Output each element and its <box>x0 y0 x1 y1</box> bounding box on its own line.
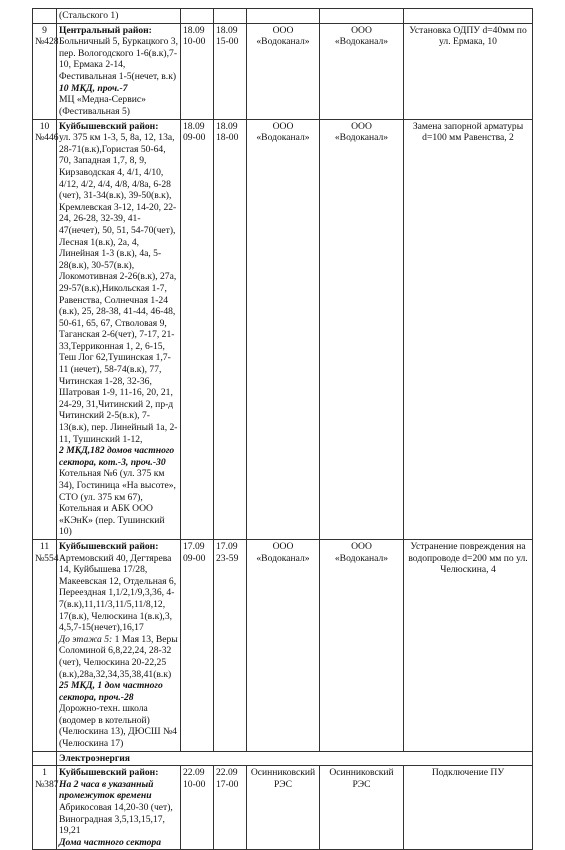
document-page <box>32 8 532 850</box>
responsible-cell: ООО «Водоканал» <box>320 539 404 751</box>
table-row <box>33 539 533 751</box>
responsible-cell: Осинниковский РЭС <box>320 766 404 850</box>
organization-cell: Осинниковский РЭС <box>247 766 320 850</box>
table-row <box>33 766 533 850</box>
reason-cell: Устранение повреждения на водопроводе d=200 мм по ул. Челюскина, 4 <box>404 539 533 751</box>
address-cell: Куйбышевский район: ул. 375 км 1-3, 5, 8а, 12, 13а, 28-71(в.к),Гористая 50-64, 70, Западная 1,7, 8, 9, Кирзаводская 4, 4/1, 4/10, 4/12, 4/2, 4/4, 4/8, 4/8а, 6-28 (чет), 31-34(в.к), 39-50(в.к), Кремлевская 3-12, 14-20, 22-24, 26-28, 32-39, 41-47(нечет), 50, 51, 54-70(чет), Лесная 1(в.к), 2а, 4, Линейная 1-3 (в.к), 4а, 5-28(в.к), 30-57(в.к), Локомотивная 2-26(в.к), 27а, 29-57(в.к),Никольская 1-7, Равенства, Солнечная 1-24 (в.к), 25, 28-38, 41-44, 46-48, 50-61, 65, 67, Стволовая 9, Таганская 2-6(чет), 7-17, 21-33,Терриконная 1, 2, 6-15, Теш Лог 62,Тушинская 1,7-11 (нечет), 58-74(в.к), 77, Читинская 1-28, 32-36, Шатровая 1-9, 11-16, 20, 21, 24-29, 31,Читинский 2, пр-д Читинский 2-5(в.к), 7-13(в.к), пер. Линейный 1а, 2-11, Тушинский 1-12, 2 МКД,182 домов частного сектора, кот.-3, проч.-30 Котельная №6 (ул. 375 км 34), Гостиница «На высоте», СТО (ул. 375 км 67), Котельная и АБК ООО «КЭнК» (пер. Тушинский 10) <box>57 119 181 539</box>
table-row <box>33 9 533 24</box>
end-cell: 18.09 15-00 <box>214 23 247 119</box>
end-cell: 22.09 17-00 <box>214 766 247 850</box>
reason-cell: Замена запорной арматуры d=100 мм Равенства, 2 <box>404 119 533 539</box>
address-cell: Куйбышевский район: Артемовский 40, Дегтярева 14, Куйбышева 17/28, Макеевская 12, Отдельная 6, Переездная 1,1/2,1/9,3,36, 4-7(в.к),11,11/3,11/5,11/8,12, 17(в.к), Челюскина 1(в.к),3, 4,5,7-15(нечет),16,17 До этажа 5: 1 Мая 13, Веры Соломиной 6,8,22,24, 28-32 (чет), Челюскина 20-22,25 (в.к),28а,32,34,35,38,41(в.к) 25 МКД, 1 дом частного сектора, проч.-28 Дорожно-техн. школа (водомер в котельной) (Челюскина 13), ДЮСШ №4 (Челюскина 17) <box>57 539 181 751</box>
organization-cell: ООО «Водоканал» <box>247 539 320 751</box>
row-number-cell: 9 №428 <box>33 23 57 119</box>
responsible-cell: ООО «Водоканал» <box>320 23 404 119</box>
row-number-cell: 10 №446 <box>33 119 57 539</box>
end-cell: 17.09 23-59 <box>214 539 247 751</box>
responsible-cell: ООО «Водоканал» <box>320 119 404 539</box>
organization-cell: ООО «Водоканал» <box>247 119 320 539</box>
table-row <box>33 119 533 539</box>
row-number-cell: 11 №554 <box>33 539 57 751</box>
reason-cell: Установка ОДПУ d=40мм по ул. Ермака, 10 <box>404 23 533 119</box>
row-number-cell: 1 №387 <box>33 766 57 850</box>
outage-table <box>32 8 533 850</box>
start-cell: 18.09 10-00 <box>181 23 214 119</box>
organization-cell: ООО «Водоканал» <box>247 23 320 119</box>
section-row <box>33 751 533 766</box>
section-title: Электроэнергия <box>57 751 533 766</box>
start-cell: 17.09 09-00 <box>181 539 214 751</box>
start-cell: 22.09 10-00 <box>181 766 214 850</box>
address-cell: Центральный район: Больничный 5, Буркацкого 3, пер. Вологодского 1-6(в.к),7-10, Ермака 2-14, Фестивальная 1-5(нечет, в.к) 10 МКД, проч.-7 МЦ «Медна-Сервис» (Фестивальная 5) <box>57 23 181 119</box>
start-cell: 18.09 09-00 <box>181 119 214 539</box>
table-row <box>33 23 533 119</box>
end-cell: 18.09 18-00 <box>214 119 247 539</box>
address-cell: Куйбышевский район: На 2 часа в указанный промежуток времени Абрикосовая 14,20-30 (чет), Виноградная 3,5,13,15,17, 19,21 Дома частного сектора <box>57 766 181 850</box>
address-cell: (Стальского 1) <box>57 9 181 24</box>
reason-cell: Подключение ПУ <box>404 766 533 850</box>
